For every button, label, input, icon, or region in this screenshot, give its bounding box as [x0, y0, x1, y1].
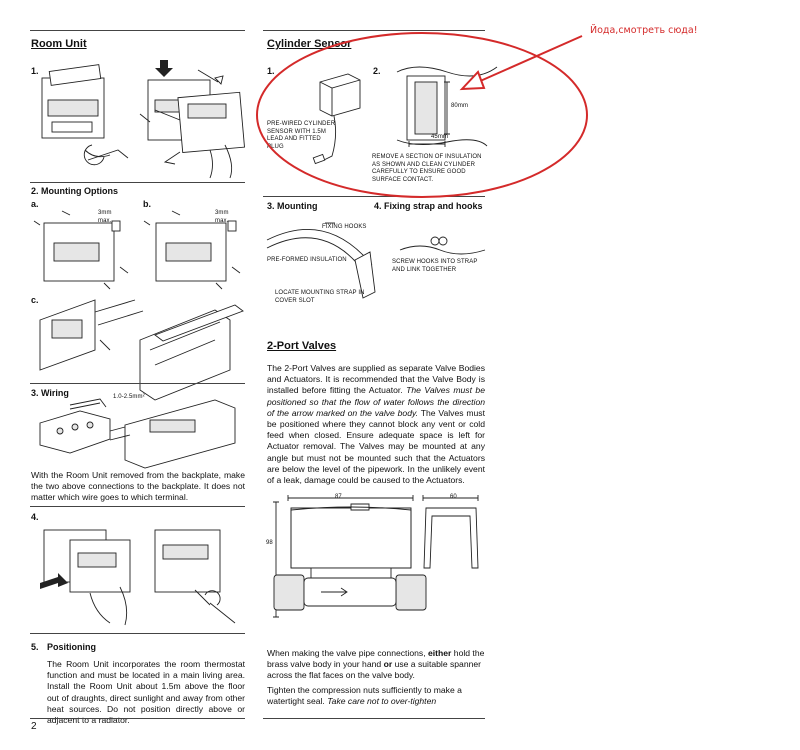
mounting-title: 3. Mounting — [267, 201, 318, 211]
mm-label-b: 3mm max. — [215, 210, 229, 224]
pipe-text-or: or — [383, 659, 393, 670]
preformed-insulation-label: PRE-FORMED INSULATION — [267, 257, 347, 263]
dim-98: 98 — [266, 540, 273, 546]
red-highlight-ellipse — [257, 33, 587, 197]
page-number: 2 — [31, 721, 37, 732]
insulation-caption: REMOVE A SECTION OF INSULATION AS SHOWN AND CLEAN CYLINDER CAREFULLY TO ENSURE GOOD SURFACE CONTACT. — [372, 154, 482, 183]
cylinder-step-2: 2. — [373, 66, 381, 76]
option-b-label: b. — [143, 199, 151, 209]
step-1-label: 1. — [31, 66, 39, 76]
valves-p1-rest: The Valves must be positioned where they cannot block any vent or cold feed when closed. Ensure adequate space is left for Actuator removal. The Valves may be mounted at any angle but must not be mounted such that the Actuators are below the level of the pipework. In the unlikely event of a leak, damage could be caused to the Actuators. — [267, 407, 485, 486]
positioning-number: 5. — [31, 642, 39, 652]
annotation-note: Йода,смотреть сюда! — [590, 25, 698, 36]
pipe-text-b: hold the brass valve body in your hand — [267, 648, 485, 670]
pipe-text-c: use a suitable spanner across the flat faces on the valve body. — [267, 659, 482, 681]
mm-label-a: 3mm max. — [98, 210, 112, 224]
screw-hooks-label: SCREW HOOKS INTO STRAP AND LINK TOGETHER — [392, 259, 478, 273]
wiring-title: 3. Wiring — [31, 388, 69, 398]
wiring-text: With the Room Unit removed from the backplate, make the two above connections to the backplate. It does not matter which wire goes to which terminal. — [31, 470, 245, 503]
dim-45mm: 45mm — [431, 134, 449, 140]
locate-strap-label: LOCATE MOUNTING STRAP IN COVER SLOT — [275, 290, 365, 304]
valves-p1-italic: The Valves must be positioned so that the flow of water follows the direction of the arrow marked on the valve body. — [267, 385, 485, 418]
pipe-text-either: either — [428, 648, 452, 658]
cylinder-sensor-title: Cylinder Sensor — [267, 38, 352, 50]
cylinder-step-1: 1. — [267, 66, 275, 76]
dim-87: 87 — [335, 494, 342, 500]
red-arrow-head — [462, 72, 484, 89]
two-port-valves-title: 2-Port Valves — [267, 340, 337, 352]
mounting-options-title: 2. Mounting Options — [31, 186, 118, 196]
option-c-label: c. — [31, 295, 39, 305]
dim-60: 60 — [450, 494, 457, 500]
dim-80mm: 80mm — [451, 103, 469, 109]
room-unit-title: Room Unit — [31, 38, 87, 50]
positioning-title: Positioning — [47, 642, 96, 652]
fixing-strap-title: 4. Fixing strap and hooks — [374, 201, 483, 211]
tighten-text-italic: Take care not to over-tighten — [327, 696, 437, 707]
tighten-text-a: Tighten the compression nuts sufficiently to make a watertight seal. — [267, 685, 462, 707]
sensor-caption: PRE-WIRED CYLINDER SENSOR WITH 1.5M LEAD AND FITTED PLUG — [267, 121, 336, 150]
option-a-label: a. — [31, 199, 39, 209]
valves-p1: The 2-Port Valves are supplied as separate Valve Bodies and Actuators. It is recommended that the Valve Body is installed before fitting the Actuator. — [267, 363, 485, 396]
pipe-text-a: When making the valve pipe connections, — [267, 648, 426, 658]
wire-size-label: 1.0-2.5mm² — [113, 394, 145, 400]
positioning-text: The Room Unit incorporates the room thermostat function and must be located in a main living area. Install the Room Unit about 1.5m above the floor out of draughts, direct sunlight and away from other heat sources. Do not position directly above or adjacent to a radiator. — [47, 659, 245, 726]
fixing-hooks-label: FIXING HOOKS — [322, 224, 367, 230]
step-4-label: 4. — [31, 512, 39, 522]
